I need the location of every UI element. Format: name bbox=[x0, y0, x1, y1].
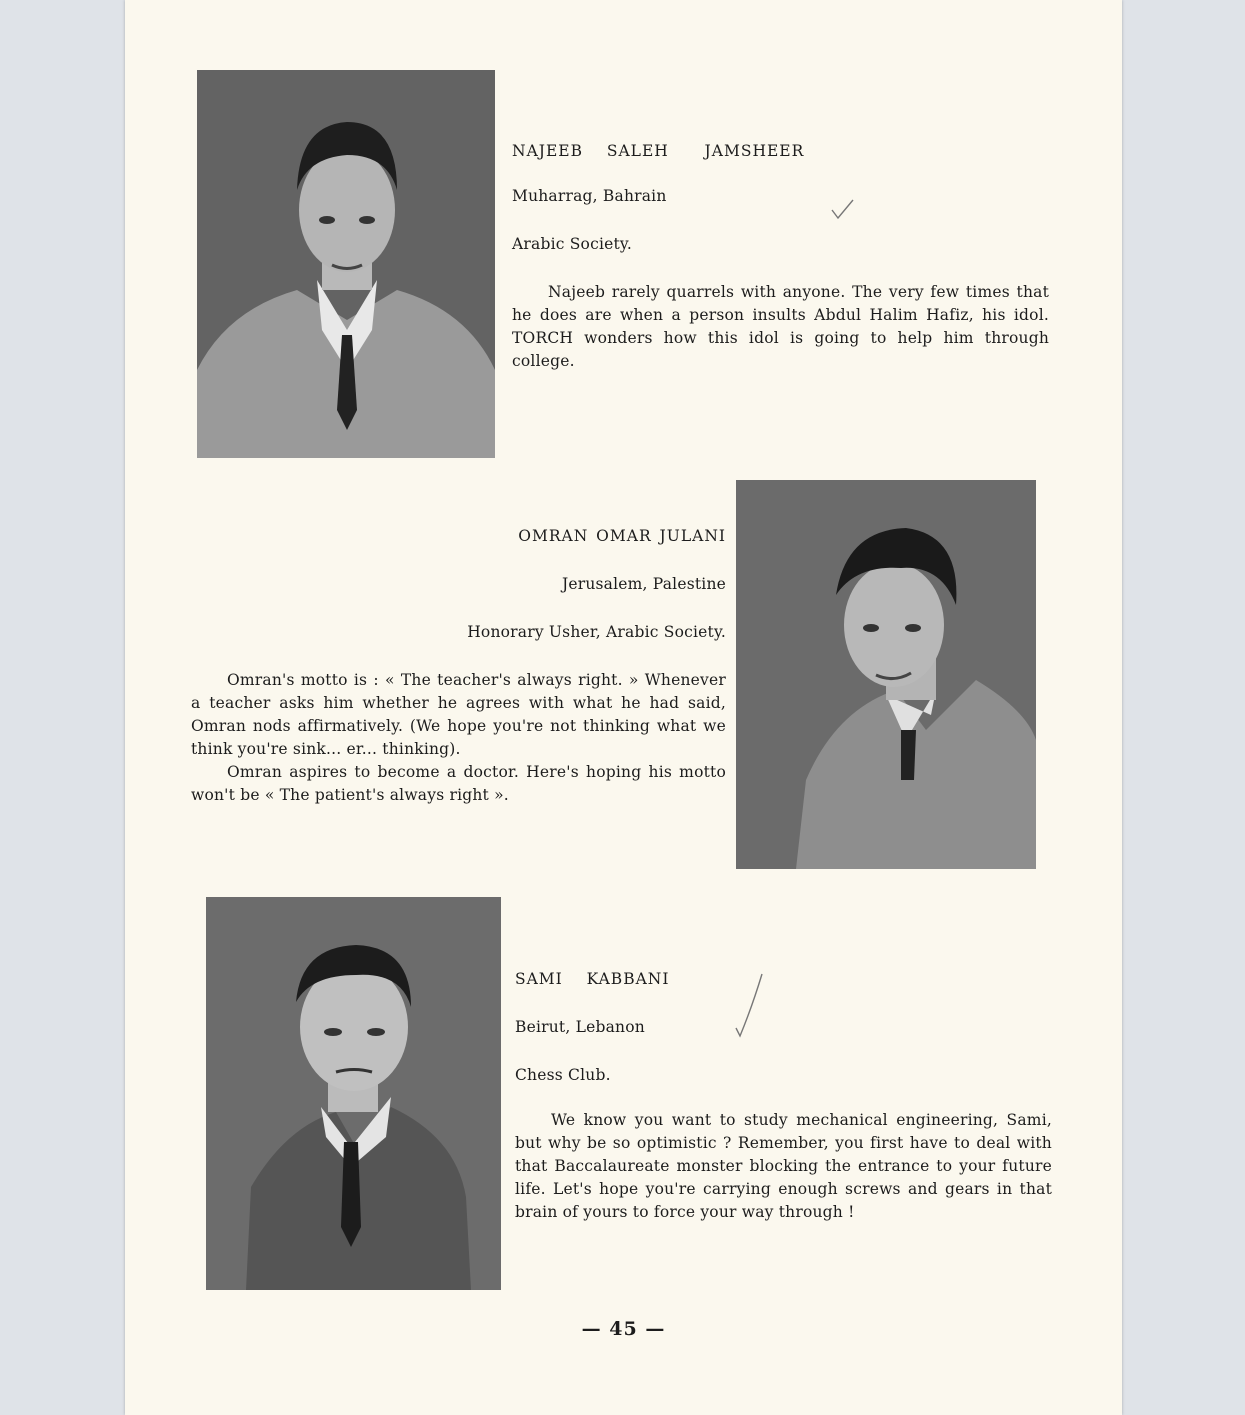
entry-jamsheer bbox=[512, 140, 1049, 373]
activities: Honorary Usher, Arabic Society. bbox=[467, 622, 726, 641]
portrait-photo-kabbani bbox=[206, 897, 501, 1290]
portrait-photo-jamsheer bbox=[197, 70, 495, 458]
yearbook-page bbox=[125, 0, 1122, 1415]
checkmark-mark bbox=[732, 972, 764, 1040]
biography: Omran's motto is : « The teacher's always right. » Whenever a teacher asks him whether he agrees with what he had said, Omran nods affirmatively. (We hope you're not thinking what we think you're sink... er... thinking). bbox=[191, 670, 726, 758]
page-number: — 45 — bbox=[581, 1318, 666, 1340]
hometown: Muharrag, Bahrain bbox=[512, 186, 667, 205]
biography: Najeeb rarely quarrels with anyone. The very few times that he does are when a person insults Abdul Halim Hafiz, his idol. TORCH wonders how this idol is going to help him through college. bbox=[512, 282, 1049, 370]
hometown: Jerusalem, Palestine bbox=[561, 574, 726, 593]
student-name: OMRAN OMAR JULANI bbox=[518, 527, 726, 545]
activities: Arabic Society. bbox=[512, 234, 632, 253]
biography: We know you want to study mechanical engineering, Sami, but why be so optimistic ? Remember, you first have to deal with that Baccalaureate monster blocking the entrance to your future life. Let's hope you're carrying enough screws and gears in that brain of yours to force your way through ! bbox=[515, 1110, 1052, 1221]
activities: Chess Club. bbox=[515, 1065, 611, 1084]
entry-kabbani bbox=[515, 968, 1052, 1224]
student-name: SAMI KABBANI bbox=[515, 970, 670, 988]
student-name: NAJEEB SALEH JAMSHEER bbox=[512, 142, 805, 160]
checkmark-mark bbox=[830, 198, 855, 220]
biography-continued: Omran aspires to become a doctor. Here's hoping his motto won't be « The patient's always right ». bbox=[191, 762, 726, 804]
hometown: Beirut, Lebanon bbox=[515, 1017, 645, 1036]
entry-julani bbox=[191, 525, 726, 806]
portrait-photo-julani bbox=[736, 480, 1036, 869]
